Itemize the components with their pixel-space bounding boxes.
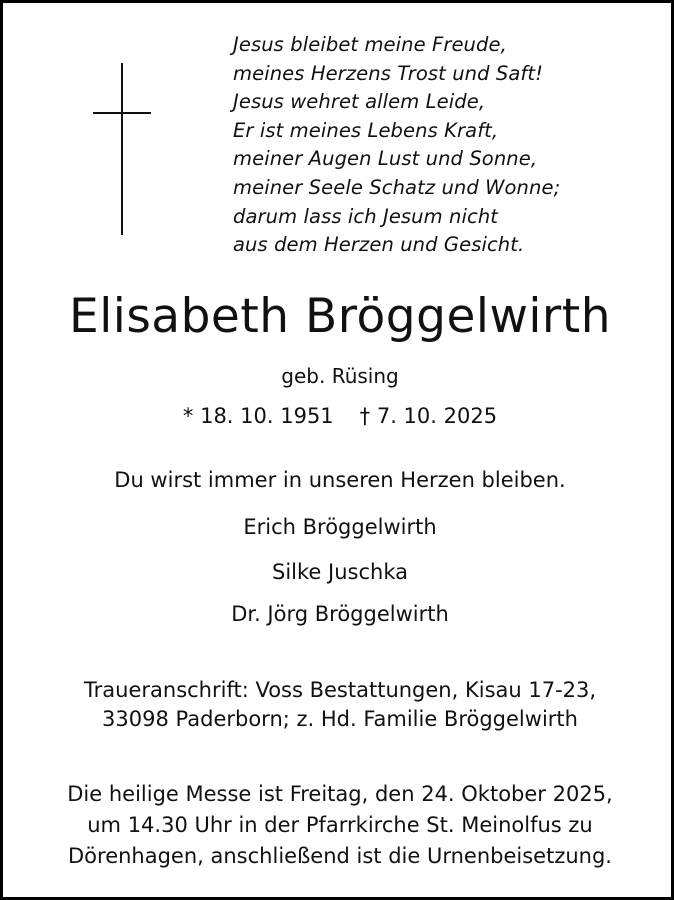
poem-line: meiner Augen Lust und Sonne,: [233, 147, 538, 171]
poem-line: Jesus wehret allem Leide,: [233, 90, 486, 114]
poem-line: Jesus bleibet meine Freude,: [233, 33, 507, 56]
poem-line: meines Herzens Trost und Saft!: [233, 61, 544, 85]
death-date: † 7. 10. 2025: [359, 404, 498, 428]
mourner-name: Silke Juschka: [272, 560, 408, 584]
mourner-name: Erich Bröggelwirth: [243, 515, 437, 539]
service-info-line: um 14.30 Uhr in der Pfarrkirche St. Meinolfus zu: [87, 813, 593, 837]
cross-icon: [93, 63, 153, 238]
service-info-line: Dörenhagen, anschließend ist die Urnenbeisetzung.: [68, 844, 612, 868]
motto: Du wirst immer in unseren Herzen bleiben.: [114, 468, 566, 492]
life-dates: [3, 404, 674, 428]
birth-date: * 18. 10. 1951: [182, 404, 334, 428]
birth-name: geb. Rüsing: [281, 364, 399, 388]
mourning-address-line: 33098 Paderborn; z. Hd. Familie Bröggelwirth: [102, 707, 578, 731]
poem-line: darum lass ich Jesum nicht: [233, 204, 499, 228]
mourner-name: Dr. Jörg Bröggelwirth: [231, 602, 449, 626]
service-info-line: Die heilige Messe ist Freitag, den 24. Oktober 2025,: [67, 782, 613, 806]
deceased-name: Elisabeth Bröggelwirth: [69, 289, 611, 344]
poem-line: aus dem Herzen und Gesicht.: [233, 233, 525, 257]
poem-line: Er ist meines Lebens Kraft,: [233, 118, 499, 142]
poem-verse: [233, 31, 653, 260]
mourning-address-line: Traueranschrift: Voss Bestattungen, Kisau 17-23,: [83, 678, 597, 702]
poem-line: meiner Seele Schatz und Wonne;: [233, 175, 561, 199]
